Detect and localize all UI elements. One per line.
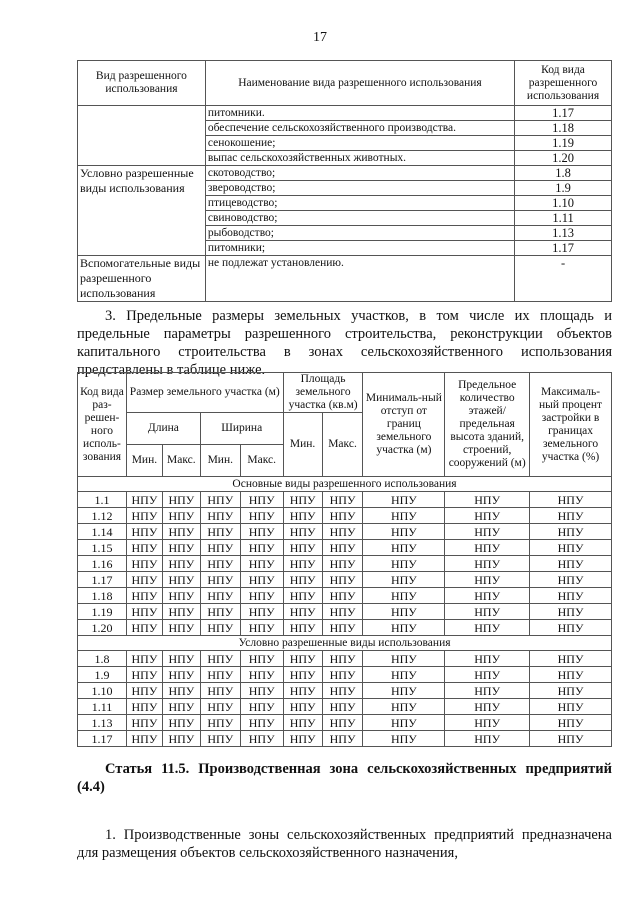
table-row — [78, 256, 612, 302]
row-value: НПУ — [363, 604, 445, 620]
use-code: - — [515, 256, 612, 302]
row-value: НПУ — [200, 572, 240, 588]
header-use-name: Наименование вида разрешенного использования — [205, 61, 514, 106]
row-value: НПУ — [200, 604, 240, 620]
table-row — [78, 715, 612, 731]
row-code: 1.15 — [78, 540, 127, 556]
row-value: НПУ — [322, 540, 363, 556]
row-value: НПУ — [283, 524, 322, 540]
table-row — [78, 540, 612, 556]
row-value: НПУ — [162, 667, 200, 683]
row-value: НПУ — [530, 588, 612, 604]
conditional-rows — [78, 651, 612, 747]
row-value: НПУ — [445, 651, 530, 667]
use-name: скотоводство; — [205, 166, 514, 181]
row-value: НПУ — [322, 556, 363, 572]
header-floors: Предельное количество этажей/ предельная высота зданий, строений, сооружений (м) — [445, 373, 530, 477]
row-value: НПУ — [283, 667, 322, 683]
row-value: НПУ — [322, 683, 363, 699]
conditional-group-label: Условно разрешенные виды использования — [78, 166, 206, 256]
table-row — [78, 556, 612, 572]
row-value: НПУ — [445, 667, 530, 683]
row-value: НПУ — [445, 508, 530, 524]
row-value: НПУ — [200, 492, 240, 508]
row-value: НПУ — [322, 588, 363, 604]
row-value: НПУ — [283, 683, 322, 699]
row-value: НПУ — [162, 620, 200, 636]
row-code: 1.20 — [78, 620, 127, 636]
use-name: рыбоводство; — [205, 226, 514, 241]
row-value: НПУ — [240, 492, 283, 508]
row-value: НПУ — [162, 492, 200, 508]
parameters-table — [77, 372, 612, 747]
row-value: НПУ — [530, 540, 612, 556]
row-value: НПУ — [240, 620, 283, 636]
row-value: НПУ — [200, 524, 240, 540]
row-value: НПУ — [240, 524, 283, 540]
use-name: свиноводство; — [205, 211, 514, 226]
header-width-min: Мин. — [200, 445, 240, 477]
row-value: НПУ — [126, 588, 162, 604]
row-value: НПУ — [283, 588, 322, 604]
use-code: 1.8 — [515, 166, 612, 181]
row-value: НПУ — [240, 651, 283, 667]
row-value: НПУ — [162, 588, 200, 604]
use-name: сенокошение; — [205, 136, 514, 151]
row-value: НПУ — [322, 667, 363, 683]
table-row — [78, 524, 612, 540]
row-value: НПУ — [445, 604, 530, 620]
row-value: НПУ — [322, 604, 363, 620]
row-value: НПУ — [363, 492, 445, 508]
row-value: НПУ — [200, 715, 240, 731]
row-value: НПУ — [162, 731, 200, 747]
row-code: 1.17 — [78, 731, 127, 747]
use-name: питомники. — [205, 106, 514, 121]
row-code: 1.14 — [78, 524, 127, 540]
article-heading-line — [77, 760, 612, 796]
row-value: НПУ — [240, 556, 283, 572]
row-value: НПУ — [363, 588, 445, 604]
use-code: 1.9 — [515, 181, 612, 196]
article-paragraph-1: 1. Производственные зоны сельскохозяйственных предприятий предназначена для размещения объектов сельскохозяйственного назначения, — [77, 827, 612, 861]
table-row — [78, 731, 612, 747]
row-value: НПУ — [322, 715, 363, 731]
row-value: НПУ — [200, 540, 240, 556]
row-value: НПУ — [363, 524, 445, 540]
use-name: звероводство; — [205, 181, 514, 196]
use-name: обеспечение сельскохозяйственного производства. — [205, 121, 514, 136]
row-value: НПУ — [530, 699, 612, 715]
row-value: НПУ — [363, 699, 445, 715]
row-value: НПУ — [126, 667, 162, 683]
use-name: птицеводство; — [205, 196, 514, 211]
row-value: НПУ — [530, 715, 612, 731]
row-value: НПУ — [200, 731, 240, 747]
row-value: НПУ — [200, 620, 240, 636]
row-value: НПУ — [126, 731, 162, 747]
use-code: 1.11 — [515, 211, 612, 226]
row-value: НПУ — [240, 699, 283, 715]
page-number: 17 — [313, 30, 327, 45]
table-row — [78, 492, 612, 508]
row-value: НПУ — [283, 556, 322, 572]
row-value: НПУ — [162, 508, 200, 524]
row-value: НПУ — [530, 572, 612, 588]
row-code: 1.11 — [78, 699, 127, 715]
row-code: 1.18 — [78, 588, 127, 604]
row-value: НПУ — [200, 699, 240, 715]
row-value: НПУ — [530, 667, 612, 683]
row-value: НПУ — [283, 508, 322, 524]
row-code: 1.19 — [78, 604, 127, 620]
row-value: НПУ — [126, 620, 162, 636]
row-value: НПУ — [162, 540, 200, 556]
row-value: НПУ — [445, 556, 530, 572]
row-value: НПУ — [240, 667, 283, 683]
row-value: НПУ — [283, 540, 322, 556]
row-value: НПУ — [162, 715, 200, 731]
row-value: НПУ — [283, 620, 322, 636]
row-value: НПУ — [240, 588, 283, 604]
row-value: НПУ — [240, 508, 283, 524]
row-value: НПУ — [126, 572, 162, 588]
row-value: НПУ — [363, 731, 445, 747]
row-value: НПУ — [530, 683, 612, 699]
paragraph-3: 3. Предельные размеры земельных участков, в том числе их площадь и предельные параметры разрешенного строительства, реконструкции объектов капитального строительства в зонах сельскохозяйственного использования представлены в таблице ниже. — [77, 308, 612, 378]
row-value: НПУ — [445, 540, 530, 556]
row-value: НПУ — [363, 540, 445, 556]
header-setback: Минималь-ный отступ от границ земельного участка (м) — [363, 373, 445, 477]
table-header-row — [78, 61, 612, 106]
row-value: НПУ — [363, 651, 445, 667]
row-value: НПУ — [240, 683, 283, 699]
row-value: НПУ — [200, 683, 240, 699]
row-code: 1.10 — [78, 683, 127, 699]
row-value: НПУ — [162, 556, 200, 572]
row-value: НПУ — [363, 667, 445, 683]
row-value: НПУ — [126, 492, 162, 508]
section-row — [78, 636, 612, 651]
row-value: НПУ — [126, 651, 162, 667]
row-value: НПУ — [445, 699, 530, 715]
section-row — [78, 477, 612, 492]
table-row — [78, 651, 612, 667]
row-value: НПУ — [530, 556, 612, 572]
row-value: НПУ — [363, 556, 445, 572]
row-value: НПУ — [240, 604, 283, 620]
section-conditional-label: Условно разрешенные виды использования — [78, 636, 612, 651]
table-row — [78, 667, 612, 683]
header-length-min: Мин. — [126, 445, 162, 477]
row-code: 1.16 — [78, 556, 127, 572]
row-value: НПУ — [530, 524, 612, 540]
row-value: НПУ — [445, 492, 530, 508]
row-value: НПУ — [363, 620, 445, 636]
row-value: НПУ — [240, 715, 283, 731]
row-value: НПУ — [200, 508, 240, 524]
row-code: 1.17 — [78, 572, 127, 588]
permitted-use-table — [77, 60, 612, 302]
row-value: НПУ — [283, 572, 322, 588]
main-rows — [78, 492, 612, 636]
row-value: НПУ — [530, 508, 612, 524]
row-value: НПУ — [322, 508, 363, 524]
row-value: НПУ — [363, 572, 445, 588]
row-value: НПУ — [445, 683, 530, 699]
row-value: НПУ — [162, 683, 200, 699]
row-value: НПУ — [240, 540, 283, 556]
row-value: НПУ — [322, 492, 363, 508]
row-code: 1.13 — [78, 715, 127, 731]
row-value: НПУ — [283, 604, 322, 620]
row-code: 1.8 — [78, 651, 127, 667]
use-name: не подлежат установлению. — [205, 256, 514, 302]
header-row-1 — [78, 373, 612, 413]
row-value: НПУ — [162, 651, 200, 667]
row-value: НПУ — [283, 492, 322, 508]
header-use-code: Код вида разрешенного использования — [515, 61, 612, 106]
row-value: НПУ — [200, 651, 240, 667]
row-value: НПУ — [530, 731, 612, 747]
row-value: НПУ — [162, 699, 200, 715]
header-area-min: Мин. — [283, 413, 322, 477]
row-value: НПУ — [126, 604, 162, 620]
row-value: НПУ — [126, 683, 162, 699]
row-value: НПУ — [126, 508, 162, 524]
table-row — [78, 683, 612, 699]
row-value: НПУ — [363, 715, 445, 731]
row-value: НПУ — [322, 620, 363, 636]
row-value: НПУ — [126, 540, 162, 556]
table-row — [78, 588, 612, 604]
auxiliary-group-label: Вспомогательные виды разрешенного использования — [78, 256, 206, 302]
header-length: Длина — [126, 413, 200, 445]
row-value: НПУ — [283, 699, 322, 715]
row-code: 1.1 — [78, 492, 127, 508]
table-row — [78, 166, 612, 181]
table-row — [78, 604, 612, 620]
header-width: Ширина — [200, 413, 283, 445]
row-value: НПУ — [240, 731, 283, 747]
row-value: НПУ — [363, 683, 445, 699]
row-value: НПУ — [445, 588, 530, 604]
row-value: НПУ — [445, 572, 530, 588]
row-value: НПУ — [126, 556, 162, 572]
row-value: НПУ — [530, 492, 612, 508]
use-code: 1.17 — [515, 241, 612, 256]
row-value: НПУ — [530, 651, 612, 667]
table-row — [78, 572, 612, 588]
row-value: НПУ — [322, 731, 363, 747]
row-value: НПУ — [200, 667, 240, 683]
row-value: НПУ — [126, 699, 162, 715]
group-cell-empty — [78, 106, 206, 166]
table-row — [78, 620, 612, 636]
section-main-label: Основные виды разрешенного использования — [78, 477, 612, 492]
header-area-max: Макс. — [322, 413, 363, 477]
table-row — [78, 508, 612, 524]
row-value: НПУ — [126, 524, 162, 540]
row-value: НПУ — [162, 572, 200, 588]
row-value: НПУ — [126, 715, 162, 731]
row-value: НПУ — [530, 604, 612, 620]
row-value: НПУ — [445, 715, 530, 731]
use-code: 1.17 — [515, 106, 612, 121]
table-row — [78, 106, 612, 121]
row-value: НПУ — [322, 699, 363, 715]
row-value: НПУ — [162, 524, 200, 540]
header-width-max: Макс. — [240, 445, 283, 477]
header-size: Размер земельного участка (м) — [126, 373, 283, 413]
use-code: 1.20 — [515, 151, 612, 166]
row-value: НПУ — [322, 524, 363, 540]
use-name: выпас сельскохозяйственных животных. — [205, 151, 514, 166]
row-code: 1.12 — [78, 508, 127, 524]
row-value: НПУ — [283, 651, 322, 667]
row-value: НПУ — [445, 620, 530, 636]
use-code: 1.18 — [515, 121, 612, 136]
row-value: НПУ — [445, 524, 530, 540]
header-length-max: Макс. — [162, 445, 200, 477]
header-area: Площадь земельного участка (кв.м) — [283, 373, 363, 413]
article-heading: Статья 11.5. Производственная зона сельскохозяйственных предприятий (4.4) — [77, 761, 612, 795]
use-code: 1.13 — [515, 226, 612, 241]
row-value: НПУ — [322, 651, 363, 667]
use-code: 1.19 — [515, 136, 612, 151]
row-value: НПУ — [363, 508, 445, 524]
table-row — [78, 699, 612, 715]
use-name: питомники; — [205, 241, 514, 256]
row-value: НПУ — [530, 620, 612, 636]
header-code: Код вида раз-решен-ного исполь-зования — [78, 373, 127, 477]
row-value: НПУ — [445, 731, 530, 747]
use-code: 1.10 — [515, 196, 612, 211]
row-value: НПУ — [200, 556, 240, 572]
row-value: НПУ — [322, 572, 363, 588]
row-value: НПУ — [200, 588, 240, 604]
row-value: НПУ — [162, 604, 200, 620]
header-coverage: Максималь-ный процент застройки в границах земельного участка (%) — [530, 373, 612, 477]
header-use-type: Вид разрешенного использования — [78, 61, 206, 106]
row-value: НПУ — [283, 715, 322, 731]
row-code: 1.9 — [78, 667, 127, 683]
row-value: НПУ — [283, 731, 322, 747]
row-value: НПУ — [240, 572, 283, 588]
